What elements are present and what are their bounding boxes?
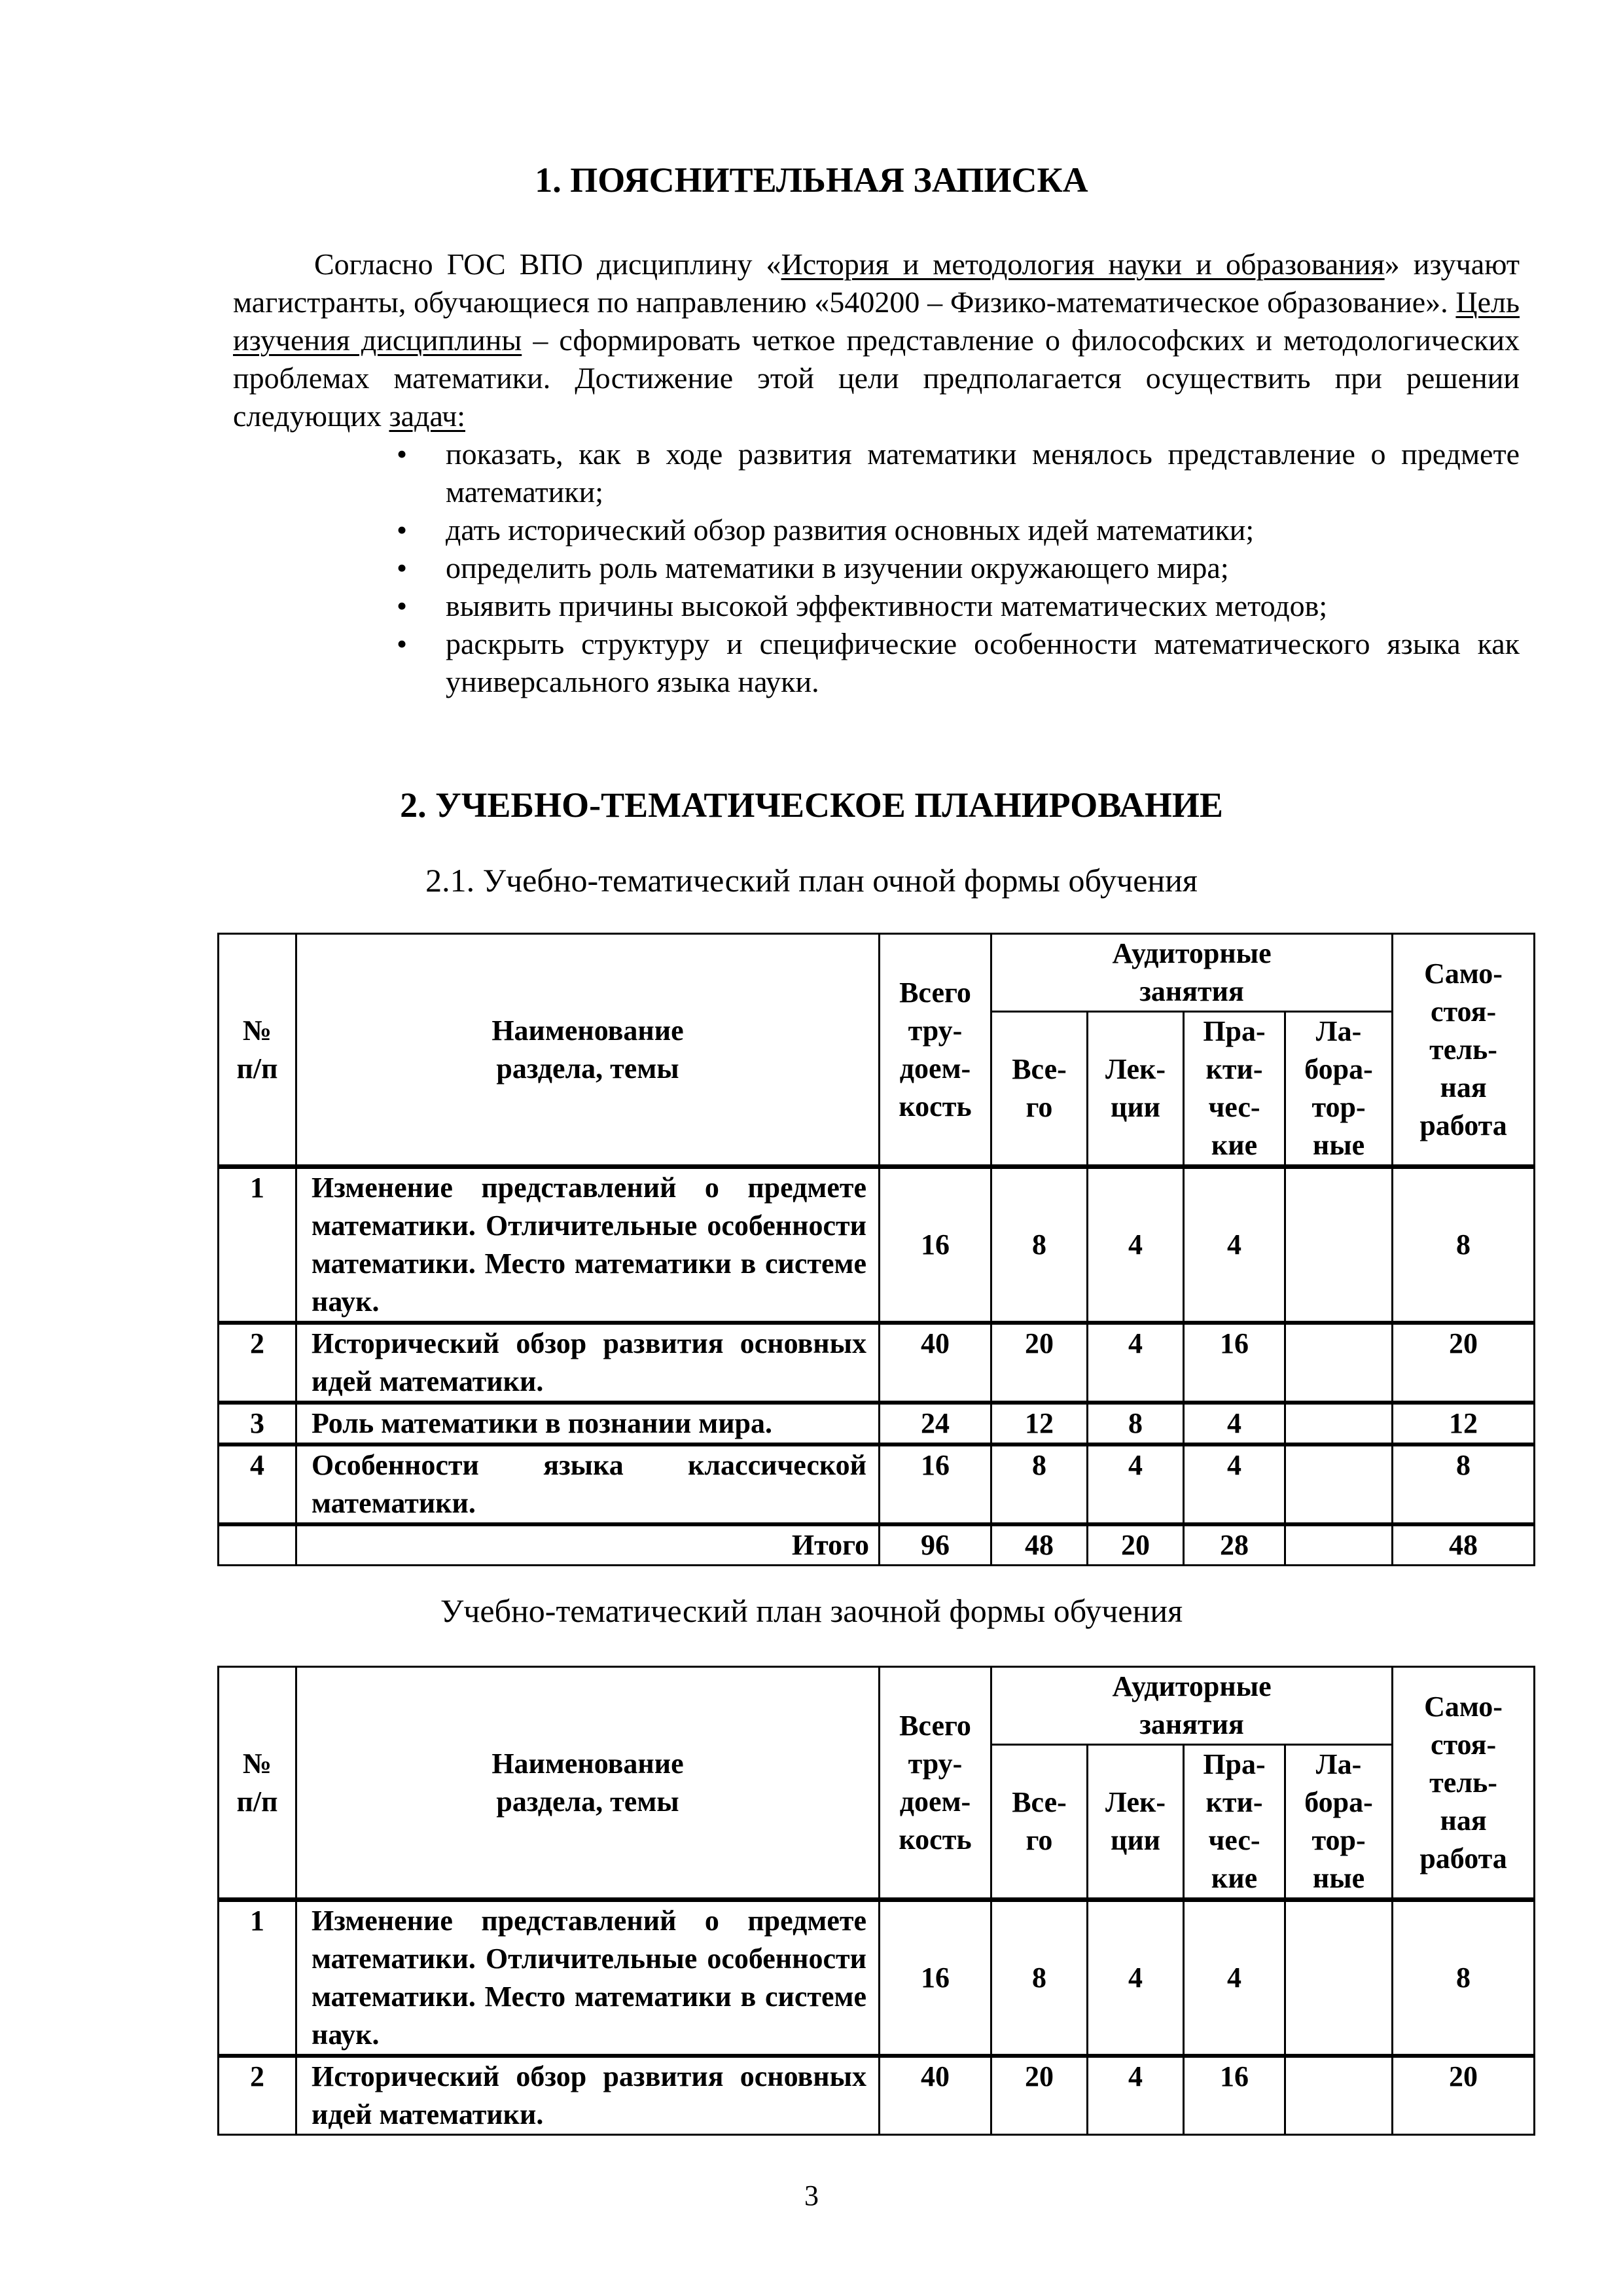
row-aud: 12 [991,1403,1088,1444]
total-label: Итого [296,1524,880,1566]
row-topic: Исторический обзор развития основных идей математики. [296,1323,880,1403]
row-lect: 8 [1088,1403,1184,1444]
task-text: выявить причины высокой эффективности математических методов; [446,589,1328,622]
tasks-label: задач: [389,399,465,433]
row-prac: 4 [1184,1167,1285,1323]
table-row [219,1444,1535,1524]
col-header-num: № п/п [219,934,296,1167]
row-lab [1285,1900,1393,2056]
row-topic: Изменение представлений о предмете математики. Отличительные особенности математики. Место математики в системе наук. [296,1167,880,1323]
task-text: показать, как в ходе развития математики менялось представление о предмете математики; [446,437,1520,509]
task-item [386,511,1520,549]
row-topic: Исторический обзор развития основных идей математики. [296,2056,880,2135]
total-aud: 48 [991,1524,1088,1566]
col-header-auditory: Аудиторные занятия [991,934,1393,1012]
bullet-icon: • [397,437,408,471]
row-self: 8 [1393,1167,1535,1323]
table-row [219,2056,1535,2135]
row-topic: Особенности языка классической математики. [296,1444,880,1524]
col-header-auditory: Аудиторные занятия [991,1667,1393,1745]
fulltime-plan-subtitle: 2.1. Учебно-тематический план очной формы обучения [425,862,1198,899]
row-lect: 4 [1088,1900,1184,2056]
col-header-lectures: Лек- ции [1088,1745,1184,1900]
intro-text-3: – сформировать четкое представление о философских и методологических проблемах математики. Достижение этой цели предполагается осуществить при решении следующих [233,323,1520,433]
row-aud: 20 [991,1323,1088,1403]
row-aud: 8 [991,1900,1088,2056]
table-row [219,1167,1535,1323]
total-prac: 28 [1184,1524,1285,1566]
fulltime-plan-table [217,933,1535,1566]
row-total: 40 [880,1323,991,1403]
col-header-self-work: Само- стоя- тель- ная работа [1393,1667,1535,1900]
page-number: 3 [804,2179,819,2212]
goal-label: Цель изучения дисциплины [233,285,1520,357]
task-item [386,625,1520,701]
row-num: 1 [219,1900,296,2056]
tasks-list [386,435,1520,701]
row-total: 16 [880,1900,991,2056]
row-total: 16 [880,1444,991,1524]
row-self: 20 [1393,2056,1535,2135]
row-topic: Изменение представлений о предмете математики. Отличительные особенности математики. Место математики в системе наук. [296,1900,880,2056]
row-lect: 4 [1088,1323,1184,1403]
row-self: 12 [1393,1403,1535,1444]
col-header-name: Наименование раздела, темы [296,934,880,1167]
row-lab [1285,1167,1393,1323]
bullet-icon: • [397,513,408,547]
row-prac: 16 [1184,1323,1285,1403]
total-total: 96 [880,1524,991,1566]
intro-text-1: Согласно ГОС ВПО дисциплину « [314,247,781,281]
row-num: 2 [219,2056,296,2135]
row-prac: 4 [1184,1900,1285,2056]
row-lect: 4 [1088,1167,1184,1323]
table-row [219,1323,1535,1403]
row-num: 2 [219,1323,296,1403]
section-2-title: 2. УЧЕБНО-ТЕМАТИЧЕСКОЕ ПЛАНИРОВАНИЕ [400,785,1223,825]
total-row-num [219,1524,296,1566]
row-total: 40 [880,2056,991,2135]
row-num: 1 [219,1167,296,1323]
intro-paragraph [233,245,1520,435]
col-header-total: Всего тру- доем- кость [880,1667,991,1900]
bullet-icon: • [397,589,408,622]
row-lect: 4 [1088,1444,1184,1524]
col-header-lab: Ла- бора- тор- ные [1285,1745,1393,1900]
task-item [386,549,1520,587]
discipline-name: История и методология науки и образования [781,247,1385,281]
col-header-aud-all: Все- го [991,1745,1088,1900]
row-aud: 20 [991,2056,1088,2135]
table-row [219,1403,1535,1444]
row-total: 24 [880,1403,991,1444]
task-item [386,435,1520,511]
bullet-icon: • [397,551,408,584]
parttime-plan-subtitle: Учебно-тематический план заочной формы обучения [440,1592,1183,1629]
row-lab [1285,1323,1393,1403]
task-item [386,587,1520,625]
row-prac: 4 [1184,1444,1285,1524]
row-self: 20 [1393,1323,1535,1403]
total-row [219,1524,1535,1566]
task-text: раскрыть структуру и специфические особенности математического языка как универсального языка науки. [446,627,1520,698]
total-lect: 20 [1088,1524,1184,1566]
table-row [219,1900,1535,2056]
task-text: дать исторический обзор развития основных идей математики; [446,513,1255,547]
col-header-self-work: Само- стоя- тель- ная работа [1393,934,1535,1167]
row-lab [1285,2056,1393,2135]
row-lect: 4 [1088,2056,1184,2135]
total-self: 48 [1393,1524,1535,1566]
row-total: 16 [880,1167,991,1323]
row-num: 3 [219,1403,296,1444]
section-1-title: 1. ПОЯСНИТЕЛЬНАЯ ЗАПИСКА [535,160,1088,200]
row-self: 8 [1393,1444,1535,1524]
bullet-icon: • [397,627,408,660]
col-header-aud-all: Все- го [991,1012,1088,1167]
row-aud: 8 [991,1167,1088,1323]
row-lab [1285,1403,1393,1444]
row-topic: Роль математики в познании мира. [296,1403,880,1444]
col-header-practice: Пра- кти- чес- кие [1184,1012,1285,1167]
col-header-lab: Ла- бора- тор- ные [1285,1012,1393,1167]
row-prac: 4 [1184,1403,1285,1444]
row-lab [1285,1444,1393,1524]
col-header-num: № п/п [219,1667,296,1900]
row-num: 4 [219,1444,296,1524]
intro-text-2: » изучают магистранты, обучающиеся по направлению «540200 – Физико-математическое образование». [233,247,1520,319]
col-header-lectures: Лек- ции [1088,1012,1184,1167]
parttime-plan-table [217,1666,1535,2136]
col-header-name: Наименование раздела, темы [296,1667,880,1900]
col-header-total: Всего тру- доем- кость [880,934,991,1167]
row-aud: 8 [991,1444,1088,1524]
task-text: определить роль математики в изучении окружающего мира; [446,551,1229,584]
col-header-practice: Пра- кти- чес- кие [1184,1745,1285,1900]
total-lab [1285,1524,1393,1566]
row-self: 8 [1393,1900,1535,2056]
row-prac: 16 [1184,2056,1285,2135]
